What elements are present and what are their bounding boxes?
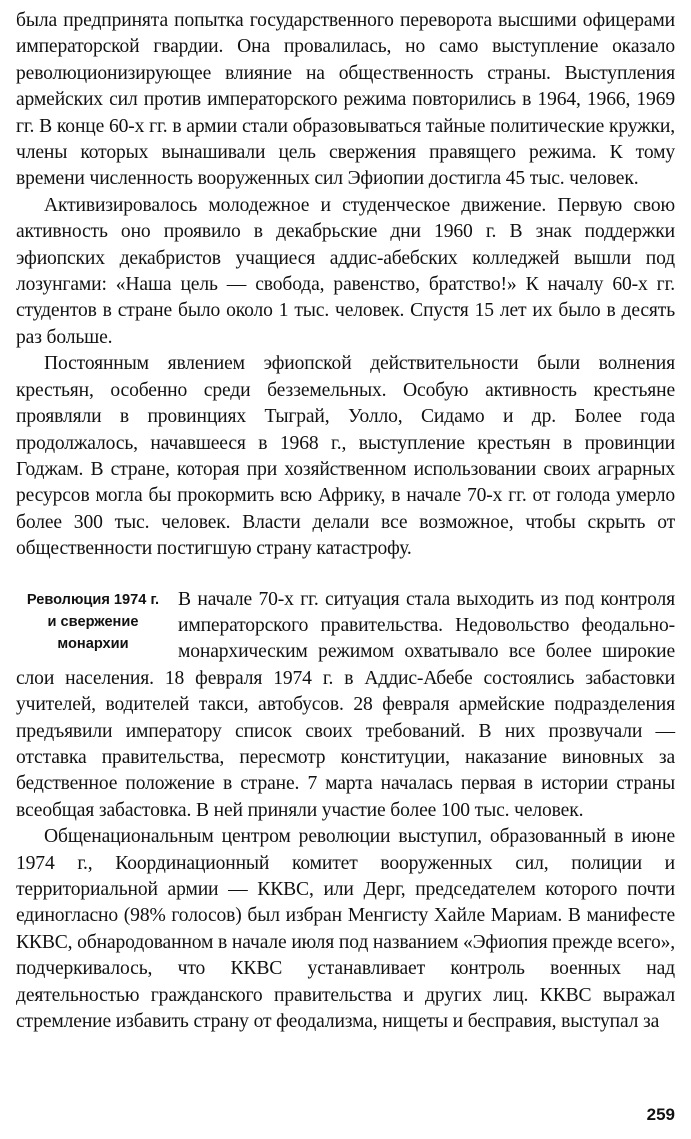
section-heading-line: и свержение [47, 613, 139, 630]
section-heading-line: Революция 1974 г. [26, 591, 160, 608]
paragraph: была предпринята попытка государственного переворота высшими офицерами императорской гвардии. Она провалилась, но само выступление оказало революционизирующее влияние на общественность страны. Выступления армейских сил против императорского режима повторились в 1964, 1966, 1969 гг. В конце 60-х гг. в армии стали образовываться тайные политические кружки, члены которых вынашивали цель свержения правящего режима. К тому времени численность вооруженных сил Эфиопии достигла 45 тыс. человек. [16, 10, 675, 190]
section-heading-line: монархии [57, 635, 129, 652]
paragraph: Постоянным явлением эфиопской действительности были волнения крестьян, особенно среди безземельных. Особую активность крестьяне проявляли в провинциях Тыграй, Уолло, Сидамо и др. Более года продолжалось, начавшееся в 1968 г., выступление крестьян в провинции Годжам. В стране, которая при хозяйственном использовании своих аграрных ресурсов могла бы прокормить всю Африку, в начале 70-х гг. от голода умерло более 300 тыс. человек. Власти делали все возможное, чтобы скрыть от общественности постигшую страну катастрофу. [16, 353, 675, 560]
section-heading [14, 589, 172, 655]
page-number: 259 [646, 1105, 675, 1124]
paragraph: Общенациональным центром революции выступил, образованный в июне 1974 г., Координационный комитет вооруженных сил, полиции и территориальной армии — ККВС, или Дерг, председателем которого почти единогласно (98% голосов) был избран Менгисту Хайле Мариам. В манифесте ККВС, обнародованном в начале июля под названием «Эфиопия прежде всего», подчеркивалось, что ККВС устанавливает контроль военных над деятельностью гражданского правительства и других лиц. ККВС выражал стремление избавить страну от феодализма, нищеты и бесправия, выступал за [16, 826, 676, 1033]
paragraph: Активизировалось молодежное и студенческое движение. Первую свою активность оно проявило в декабрьские дни 1960 г. В знак поддержки эфиопских декабристов учащиеся аддис-абебских колледжей вышли под лозунгами: «Наша цель — свобода, равенство, братство!» К началу 60-х гг. студентов в стране было около 1 тыс. человек. Спустя 15 лет их было в десять раз больше. [16, 194, 675, 348]
paragraph: В начале 70-х гг. ситуация стала выходить из под контроля императорского правительства. Недовольство феодально-монархическим режимом охватывало все более широкие слои населения. 18 февраля 1974 г. в Аддис-Абебе состоялись забастовки учителей, водителей такси, автобусов. 28 февраля армейские подразделения предъявили императору список своих требований. В них прозвучали — отставка правительства, пересмотр конституции, наказание виновных за бедственное положение в стране. 7 марта началась первая в истории страны всеобщая забастовка. В ней приняли участие более 100 тыс. человек. [16, 588, 675, 821]
section-spacer [16, 563, 675, 587]
